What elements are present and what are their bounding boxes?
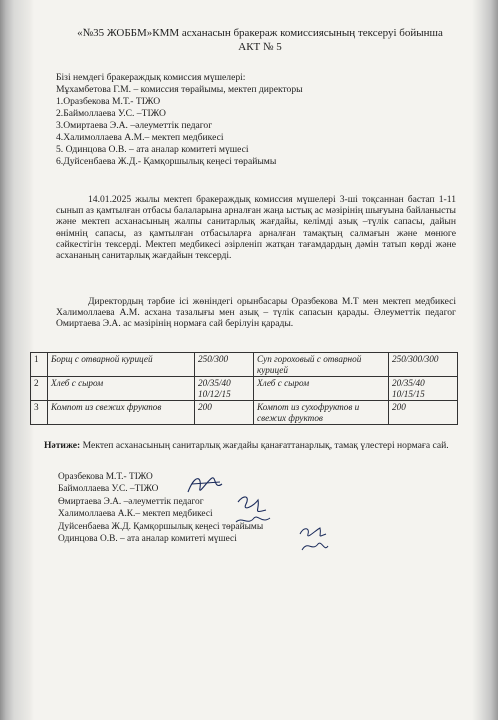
new-menu-portion: 20/35/40 10/15/15 (389, 377, 458, 401)
row-number: 1 (31, 353, 48, 377)
handwritten-signature-1 (184, 470, 228, 500)
signatory: Оразбекова М.Т.- ТІЖО (58, 472, 153, 482)
paragraph-text: 14.01.2025 жылы мектеп бракераждық комиссия мүшелері 3-ші тоқсаннан бастап 1-11 сынып аз қамтылған отбасы балаларына арналған жаңа ыстық ас мәзірінің шығуына байланысты және мектеп асханасының жалпы санитарлық жағдайы, келімді азық –түлік сапасы, дайын өнімнің сапасы, аз қамтылған отбасыларға арналған тамақтың салмағын және мөнюге сәйкестігін тексерді. Мектеп медбикесі әзірленіп жатқан тағамдардың дәмін татып көрді және асхананың санитарлық жағдайын тексерді. (56, 194, 456, 262)
row-number: 2 (31, 377, 48, 401)
handwritten-signature-3 (296, 522, 332, 558)
scan-edge-right (472, 0, 498, 720)
row-number: 3 (31, 401, 48, 425)
member-item: 2.Баймоллаева У.С. –ТІЖО (56, 108, 166, 119)
signatory: Дуйсенбаева Ж.Д. Қамқоршылық кеңесі төрайымы (58, 521, 264, 532)
new-menu-dish: Суп гороховый с отварной курицей (254, 353, 389, 377)
new-menu-dish: Компот из сухофруктов и свежих фруктов (254, 401, 389, 425)
inspection-paragraph (56, 194, 456, 261)
new-menu-dish: Хлеб с сыром (254, 377, 389, 401)
member-item: 1.Оразбекова М.Т.- ТІЖО (56, 96, 161, 107)
signatory: Халимоллаева А.К.– мектеп медбикесі (58, 509, 213, 520)
table-row (31, 353, 458, 377)
old-menu-dish: Хлеб с сыром (48, 377, 195, 401)
document-title: «№35 ЖОББМ»КММ асханасын бракераж комиссиясының тексеруі бойынша (77, 27, 443, 39)
old-menu-dish: Компот из свежих фруктов (48, 401, 195, 425)
member-item: Мұхамбетова Г.М. – комиссия төрайымы, мектеп директоры (56, 84, 303, 95)
new-menu-portion: 250/300/300 (389, 353, 458, 377)
conclusion-text: Мектеп асханасының санитарлық жағдайы қанағаттанарлық, тамақ үлестері нормаға сай. (82, 440, 449, 451)
act-number: АКТ № 5 (238, 41, 282, 53)
signatory: Өмиртаева Э.А. –әлеуметтік педагог (58, 496, 204, 507)
handwritten-signature-2 (232, 492, 274, 532)
new-menu-portion: 200 (389, 401, 458, 425)
signatory: Баймоллаева У.С. –ТІЖО (58, 484, 159, 495)
conclusion (44, 440, 456, 451)
table-row (31, 401, 458, 425)
member-item: 5. Одинцова О.В. – ата аналар комитеті мүшесі (56, 144, 249, 155)
members-heading: Бізі немдегі бракераждық комиссия мүшелері: (56, 72, 246, 83)
table-row (31, 377, 458, 401)
old-menu-portion: 20/35/40 10/12/15 (195, 377, 254, 401)
member-item: 6.Дуйсенбаева Ж.Д.- Қамқоршылық кеңесі төрайымы (56, 156, 277, 167)
old-menu-portion: 250/300 (195, 353, 254, 377)
signatory: Одинцова О.В. – ата аналар комитеті мүшесі (58, 534, 237, 545)
deputy-paragraph (56, 296, 456, 330)
conclusion-label: Нәтиже: (44, 440, 81, 451)
paragraph-text: Директордың тәрбие ісі жөніндегі орынбасары Оразбекова М.Т мен мектеп медбикесі Халимоллаева А.М. асхана тазалығы мен азық – түлік сапасын қарады. Әлеуметтік педагог Омиртаева Э.А. ас мәзірінің нормаға сай берілуін қарады. (56, 296, 456, 330)
menu-table (30, 352, 458, 425)
old-menu-dish: Борщ с отварной курицей (48, 353, 195, 377)
member-item: 3.Омиртаева Э.А. –әлеуметтік педагог (56, 120, 213, 131)
old-menu-portion: 200 (195, 401, 254, 425)
member-item: 4.Халимоллаева А.М.– мектеп медбикесі (56, 132, 224, 143)
scan-edge-left (0, 0, 34, 720)
